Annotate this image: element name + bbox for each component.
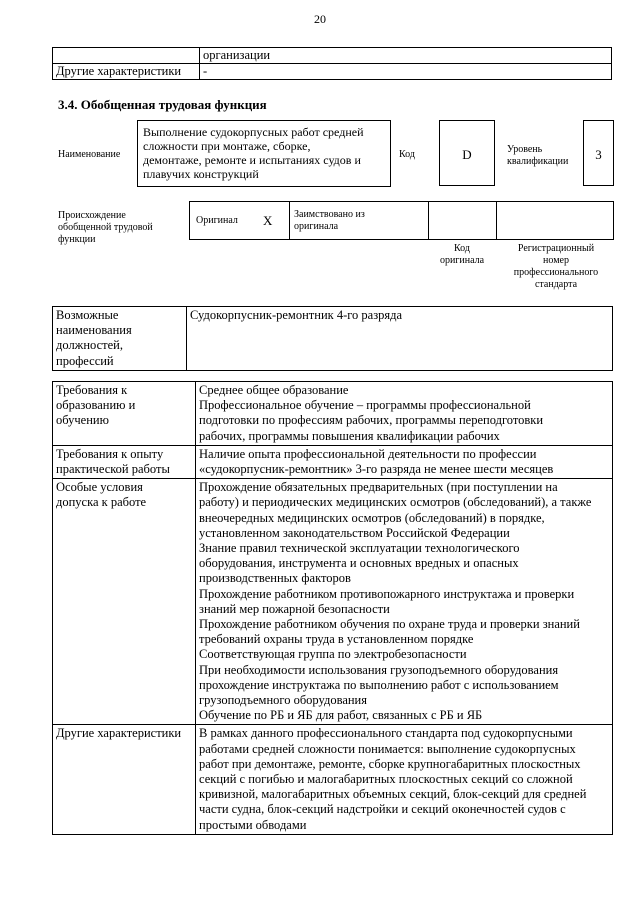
code-caption-line: оригинала bbox=[439, 255, 485, 266]
top-table-label bbox=[53, 48, 200, 64]
requirement-line: рабочих, программы повышения квалификации рабочих bbox=[199, 428, 500, 443]
top-table-value: организации bbox=[200, 48, 612, 64]
requirement-line: части судна, блок-секций надстройки и секций оконечностей судов с bbox=[199, 802, 566, 817]
page-number: 20 bbox=[314, 12, 326, 26]
table-row bbox=[53, 479, 613, 725]
divider bbox=[428, 202, 429, 239]
top-table-value: - bbox=[200, 64, 612, 80]
requirement-value bbox=[196, 725, 613, 834]
reg-caption-line: стандарта bbox=[534, 279, 578, 290]
divider bbox=[496, 202, 497, 239]
requirement-line: грузоподъемного оборудования bbox=[199, 693, 367, 708]
top-table bbox=[52, 47, 612, 80]
code-value: D bbox=[439, 120, 495, 186]
gtf-name-line: демонтаже, ремонте и испытаниях судов и bbox=[143, 153, 361, 167]
name-label: Наименование bbox=[58, 149, 121, 160]
requirement-line: Прохождение обязательных предварительных (при поступлении на bbox=[199, 480, 558, 495]
origin-label-line: обобщенной трудовой bbox=[58, 222, 153, 233]
requirement-label bbox=[53, 445, 196, 478]
positions-value: Судокорпусник-ремонтник 4-го разряда bbox=[187, 307, 613, 371]
gtf-name-line: Выполнение судокорпусных работ средней bbox=[143, 125, 364, 139]
requirement-line: работ при демонтаже, ремонте, сборке крупногабаритных плоскостных bbox=[199, 756, 581, 771]
requirement-line: простыми обводами bbox=[199, 817, 307, 832]
gtf-name bbox=[137, 120, 391, 187]
requirement-line: установленном законодательством Российской Федерации bbox=[199, 525, 510, 540]
requirement-line: Среднее общее образование bbox=[199, 383, 349, 397]
table-row bbox=[53, 64, 612, 80]
requirement-line: секций с погибью и малогабаритных плоскостных секций со сложной bbox=[199, 772, 573, 787]
requirement-value bbox=[196, 382, 613, 446]
positions-label-line: должностей, bbox=[56, 338, 123, 353]
positions-label-line: наименования bbox=[56, 323, 132, 338]
gtf-name-line: сложности при монтаже, сборке, bbox=[143, 139, 311, 153]
table-row bbox=[53, 725, 613, 834]
requirement-line: Знание правил технической эксплуатации технологического bbox=[199, 541, 520, 556]
requirement-label bbox=[53, 479, 196, 725]
code-caption-line: Код bbox=[454, 243, 470, 254]
level-label-line: квалификации bbox=[507, 156, 569, 167]
divider bbox=[289, 202, 290, 239]
table-row bbox=[53, 307, 613, 371]
origin-label bbox=[58, 210, 153, 246]
requirement-label bbox=[53, 382, 196, 446]
requirement-label-line: Особые условия bbox=[56, 480, 143, 495]
origin-label-line: Происхождение bbox=[58, 210, 126, 221]
borrowed-label bbox=[294, 209, 365, 233]
reg-caption-line: Регистрационный bbox=[517, 243, 595, 254]
requirement-line: работу) и периодических медицинских осмотров (обследований), а также bbox=[199, 495, 592, 510]
table-row bbox=[53, 445, 613, 478]
requirement-line: Соответствующая группа по электробезопасности bbox=[199, 647, 467, 662]
requirements-table bbox=[52, 381, 613, 835]
requirement-label-line: обучению bbox=[56, 413, 109, 428]
requirement-value bbox=[196, 479, 613, 725]
top-table-label: Другие характеристики bbox=[53, 64, 200, 80]
reg-caption-line: профессионального bbox=[513, 267, 599, 278]
requirement-line: «судокорпусник-ремонтник» 3-го разряда не менее шести месяцев bbox=[199, 462, 554, 477]
level-label-line: Уровень bbox=[507, 144, 543, 155]
requirement-line: В рамках данного профессионального стандарта под судокорпусными bbox=[199, 726, 573, 741]
requirement-label-line: допуска к работе bbox=[56, 495, 147, 510]
requirement-value bbox=[196, 445, 613, 478]
requirement-line: работами средней сложности понимается: выполнение судокорпусных bbox=[199, 741, 576, 756]
requirement-label-line: Требования к bbox=[56, 383, 128, 397]
table-row bbox=[53, 382, 613, 446]
level-label bbox=[507, 144, 568, 168]
positions-label-line: профессий bbox=[56, 353, 114, 368]
requirement-line: Профессиональное обучение – программы профессиональной bbox=[199, 398, 531, 413]
requirement-line: подготовки по профессиям рабочих, программы переподготовки bbox=[199, 413, 544, 428]
origin-label-line: функции bbox=[58, 234, 96, 245]
requirement-line: Прохождение работником противопожарного инструктажа и проверки bbox=[199, 586, 575, 601]
requirement-label-line: образованию и bbox=[56, 398, 136, 413]
borrowed-label-line: оригинала bbox=[294, 221, 339, 232]
positions-label bbox=[53, 307, 187, 371]
requirement-label-line: практической работы bbox=[56, 462, 170, 477]
original-label: Оригинал bbox=[196, 215, 238, 226]
section-title: 3.4. Обобщенная трудовая функция bbox=[58, 97, 267, 112]
requirement-line: производственных факторов bbox=[199, 571, 351, 586]
reg-caption-line: номер bbox=[543, 255, 569, 266]
requirement-label-line: Требования к опыту bbox=[56, 446, 164, 461]
requirement-line: внеочередных медицинских осмотров (обследований) в порядке, bbox=[199, 510, 545, 525]
table-row bbox=[53, 48, 612, 64]
origin-table bbox=[189, 201, 614, 240]
requirement-line: Наличие опыта профессиональной деятельности по профессии bbox=[199, 446, 537, 461]
borrowed-label-line: Заимствовано из bbox=[294, 209, 365, 220]
requirement-line: знаний мер пожарной безопасности bbox=[199, 601, 390, 616]
code-label: Код bbox=[399, 149, 415, 160]
reg-caption bbox=[498, 243, 614, 291]
requirement-line: прохождение инструктажа по выполнению работ с использованием bbox=[199, 677, 559, 692]
level-value: 3 bbox=[583, 120, 614, 186]
requirement-line: При необходимости использования грузоподъемного оборудования bbox=[199, 662, 559, 677]
positions-table bbox=[52, 306, 613, 371]
positions-label-line: Возможные bbox=[56, 308, 119, 322]
requirement-line: оборудования, инструмента и основных вредных и опасных bbox=[199, 556, 519, 571]
requirement-label-line: Другие характеристики bbox=[56, 726, 182, 741]
requirement-label bbox=[53, 725, 196, 834]
code-caption bbox=[430, 243, 494, 267]
requirement-line: Прохождение работником обучения по охране труда и проверки знаний bbox=[199, 617, 580, 632]
original-mark: X bbox=[263, 213, 273, 228]
requirement-line: требований охраны труда в установленном порядке bbox=[199, 632, 474, 647]
requirement-line: кривизной, малогабаритных объемных секций, блок-секций для средней bbox=[199, 787, 587, 802]
requirement-line: Обучение по РБ и ЯБ для работ, связанных с РБ и ЯБ bbox=[199, 708, 483, 723]
gtf-name-line: плавучих конструкций bbox=[143, 167, 259, 181]
